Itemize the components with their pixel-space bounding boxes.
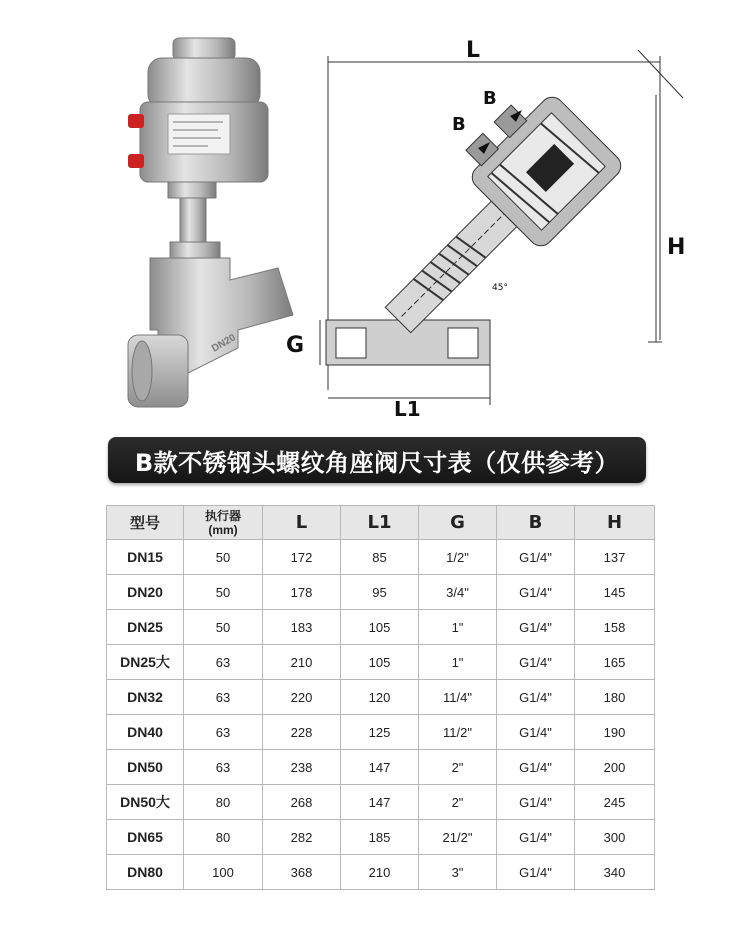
table-cell: DN40 (107, 715, 184, 750)
table-cell: G1/4" (497, 575, 575, 610)
table-cell: 21/2" (419, 820, 497, 855)
dimension-table (106, 505, 655, 890)
table-cell: 1/2" (419, 540, 497, 575)
header-L1: L1 (341, 506, 419, 540)
table-cell: 11/2" (419, 715, 497, 750)
table-cell: 190 (575, 715, 655, 750)
header-B: B (497, 506, 575, 540)
table-cell: DN25 (107, 610, 184, 645)
table-cell: 183 (263, 610, 341, 645)
table-cell: 11/4" (419, 680, 497, 715)
table-cell: 137 (575, 540, 655, 575)
table-cell: 63 (184, 750, 263, 785)
table-cell: 105 (341, 610, 419, 645)
table-cell: G1/4" (497, 820, 575, 855)
table-cell: 85 (341, 540, 419, 575)
table-cell: 147 (341, 785, 419, 820)
svg-text:DN20: DN20 (210, 332, 238, 355)
table-cell: 185 (341, 820, 419, 855)
table-cell: DN32 (107, 680, 184, 715)
table-cell: 63 (184, 680, 263, 715)
header-H: H (575, 506, 655, 540)
table-header-row (107, 506, 655, 540)
table-cell: DN50 (107, 750, 184, 785)
table-cell: 172 (263, 540, 341, 575)
header-G: G (419, 506, 497, 540)
table-cell: 125 (341, 715, 419, 750)
table-row (107, 680, 655, 715)
valve-dimension-diagram (278, 20, 708, 430)
dim-B-upper-label: B (483, 88, 497, 109)
table-cell: G1/4" (497, 540, 575, 575)
dim-angle-label: 45° (492, 283, 508, 293)
table-cell: 245 (575, 785, 655, 820)
dim-B-lower-label: B (452, 114, 466, 135)
table-cell: G1/4" (497, 750, 575, 785)
table-cell: DN25大 (107, 645, 184, 680)
table-title: B款不锈钢头螺纹角座阀尺寸表（仅供参考） (134, 448, 620, 477)
table-cell: DN15 (107, 540, 184, 575)
dim-L-label: L (466, 38, 481, 63)
table-cell: 50 (184, 610, 263, 645)
dim-L1-label: L1 (394, 397, 421, 421)
table-cell: 238 (263, 750, 341, 785)
table-row (107, 540, 655, 575)
table-cell: 1" (419, 645, 497, 680)
table-cell: 105 (341, 645, 419, 680)
table-row (107, 610, 655, 645)
table-cell: 368 (263, 855, 341, 890)
table-cell: 80 (184, 820, 263, 855)
table-cell: 210 (341, 855, 419, 890)
table-cell: G1/4" (497, 855, 575, 890)
table-cell: G1/4" (497, 715, 575, 750)
table-cell: 1" (419, 610, 497, 645)
table-cell: 210 (263, 645, 341, 680)
table-cell: 200 (575, 750, 655, 785)
table-cell: 2" (419, 750, 497, 785)
table-cell: 80 (184, 785, 263, 820)
table-cell: G1/4" (497, 785, 575, 820)
table-cell: 178 (263, 575, 341, 610)
table-row (107, 855, 655, 890)
table-cell: 300 (575, 820, 655, 855)
table-cell: 50 (184, 540, 263, 575)
table-cell: G1/4" (497, 680, 575, 715)
table-cell: 158 (575, 610, 655, 645)
table-cell: DN50大 (107, 785, 184, 820)
table-cell: 147 (341, 750, 419, 785)
table-cell: 95 (341, 575, 419, 610)
table-row (107, 785, 655, 820)
table-cell: 63 (184, 645, 263, 680)
table-cell: 282 (263, 820, 341, 855)
header-model: 型号 (107, 506, 184, 540)
table-cell: DN20 (107, 575, 184, 610)
dim-G-label: G (286, 333, 305, 358)
table-cell: 340 (575, 855, 655, 890)
table-row (107, 645, 655, 680)
table-title-bar (108, 437, 646, 483)
table-cell: 165 (575, 645, 655, 680)
table-cell: 100 (184, 855, 263, 890)
dim-H-label: H (667, 235, 686, 260)
table-cell: 2" (419, 785, 497, 820)
table-cell: 50 (184, 575, 263, 610)
header-L: L (263, 506, 341, 540)
table-cell: G1/4" (497, 645, 575, 680)
table-cell: 228 (263, 715, 341, 750)
header-actuator: 执行器 (mm) (184, 506, 263, 540)
table-cell: 63 (184, 715, 263, 750)
table-cell: 3/4" (419, 575, 497, 610)
table-cell: G1/4" (497, 610, 575, 645)
table-row (107, 750, 655, 785)
table-cell: 145 (575, 575, 655, 610)
table-cell: 3" (419, 855, 497, 890)
table-cell: DN65 (107, 820, 184, 855)
table-cell: DN80 (107, 855, 184, 890)
table-cell: 120 (341, 680, 419, 715)
table-cell: 180 (575, 680, 655, 715)
table-cell: 268 (263, 785, 341, 820)
table-row (107, 820, 655, 855)
table-row (107, 715, 655, 750)
table-cell: 220 (263, 680, 341, 715)
table-row (107, 575, 655, 610)
